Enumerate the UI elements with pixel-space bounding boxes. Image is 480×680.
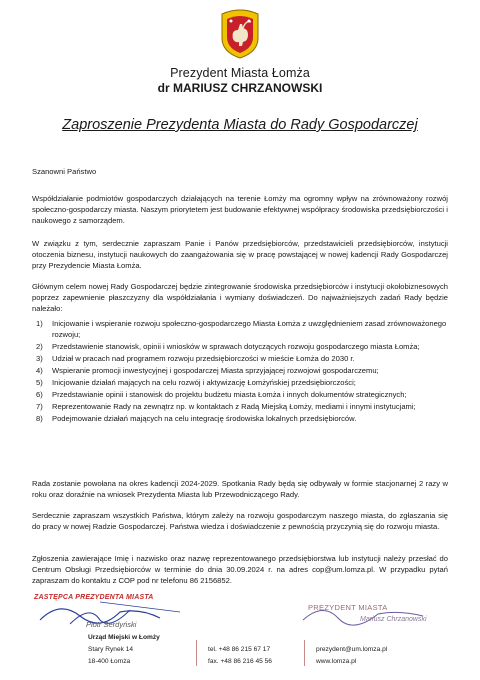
paragraph-intro: Współdziałanie podmiotów gospodarczych działających na terenie Łomży ma ogromny wpływ na zrównoważony rozwój społeczno-gospodarczy miasta. Naszym priorytetem jest budowanie efektywnej współpracy środowiska przedsiębiorczości i naukowego z samorządem. [32, 194, 448, 225]
list-item-number: 1) [36, 319, 43, 328]
list-item [32, 401, 448, 412]
list-item-text: Udział w pracach nad programem rozwoju przedsiębiorczości w mieście Łomża do 2030 r. [52, 354, 355, 363]
paragraph-invitation: W związku z tym, serdecznie zapraszam Panie i Panów przedsiębiorców, przedstawicieli przedsiębiorców, instytucji otoczenia biznesu, instytucji naukowych do zaangażowania się w pracę powstającej w nowej kadencji Rady Gospodarczej przy Prezydencie Miasta Łomża. [32, 239, 448, 270]
list-item-text: Inicjowanie działań mających na celu rozwój i aktywizację Łomżyńskiej przedsiębiorczości; [52, 378, 356, 387]
list-item-number: 4) [36, 366, 43, 375]
list-item-text: Podejmowanie działań mających na celu integrację środowiska lokalnych przedsiębiorców. [52, 414, 357, 423]
footer-website: www.lomza.pl [316, 658, 357, 665]
footer-phone: tel. +48 86 215 67 17 [208, 646, 271, 653]
list-item [32, 318, 448, 340]
lomza-crest-icon [218, 8, 262, 60]
mayor-stamp-label: PREZYDENT MIASTA [308, 603, 388, 612]
paragraph-goal: Głównym celem nowej Rady Gospodarczej będzie zintegrowanie środowiska przedsiębiorców i instytucji okołobiznesowych poprzez zapewnienie płaszczyzny dla współdziałania i wymiany doświadczeń. Do najważniejszych zadań Rady będzie należało: [32, 282, 448, 313]
list-item-text: Przedstawienie stanowisk, opinii i wniosków w sprawach dotyczących rozwoju gospodarczego miasta Łomża; [52, 342, 420, 351]
list-item [32, 377, 448, 388]
list-item [32, 365, 448, 376]
paragraph-appeal: Serdecznie zapraszam wszystkich Państwa, którym zależy na rozwoju gospodarczym naszego miasta, do zgłaszania się do pracy w nowej Radzie Gospodarczej. Państwa wiedza i doświadczenie z pewnością przyczynią się do rozwoju miasta. [32, 511, 448, 531]
footer-city: 18-400 Łomża [88, 658, 131, 665]
list-item [32, 413, 448, 424]
list-item-number: 7) [36, 402, 43, 411]
footer-fax: fax. +48 86 216 45 56 [208, 658, 272, 665]
list-item-text: Reprezentowanie Rady na zewnątrz np. w kontaktach z Radą Miejską Łomży, mediami i innymi instytucjami; [52, 402, 416, 411]
header-name: dr MARIUSZ CHRZANOWSKI [157, 81, 323, 95]
header-title: Prezydent Miasta Łomża [170, 66, 310, 80]
list-item [32, 389, 448, 400]
list-item-number: 5) [36, 378, 43, 387]
list-item-number: 3) [36, 354, 43, 363]
deputy-stamp-label: ZASTĘPCA PREZYDENTA MIASTA [34, 594, 154, 601]
list-item-number: 2) [36, 342, 43, 351]
tasks-list [32, 318, 448, 425]
list-item-text: Inicjowanie i wspieranie rozwoju społeczno-gospodarczego Miasta Łomża z uwzględnieniem zasad zrównoważonego rozwoju; [52, 319, 447, 339]
list-item [32, 341, 448, 352]
footer-divider [196, 640, 197, 666]
list-item-text: Wspieranie promocji inwestycyjnej i gospodarczej Miasta sprzyjającej rozwojowi gospodarczemu; [52, 366, 379, 375]
footer-email: prezydent@um.lomza.pl [316, 646, 388, 653]
paragraph-application: Zgłoszenia zawierające Imię i nazwisko oraz nazwę reprezentowanego przedsiębiorstwa lub instytucji należy przesłać do Centrum Obsługi Przedsiębiorców w terminie do dnia 30.09.2024 r. na adres cop@um.lomza.pl. W przypadku pytań zapraszam do kontaktu z COP pod nr telefonu 86 2156852. [32, 554, 448, 585]
invitation-title: Zaproszenie Prezydenta Miasta do Rady Gospodarczej [62, 117, 418, 133]
footer-office: Urząd Miejski w Łomży [88, 634, 160, 641]
deputy-stamp-name: Piotr Serdyński [86, 620, 137, 629]
paragraph-term: Rada zostanie powołana na okres kadencji 2024-2029. Spotkania Rady będą się odbywały w formie stacjonarnej 2 razy w roku oraz doraźnie na wniosek Prezydenta Miasta lub Przewodniczącego Rady. [32, 479, 448, 499]
list-item-number: 8) [36, 414, 43, 423]
mayor-stamp-name: Mariusz Chrzanowski [360, 616, 427, 623]
list-item-number: 6) [36, 390, 43, 399]
footer-street: Stary Rynek 14 [88, 646, 134, 653]
footer-divider [304, 640, 305, 666]
list-item-text: Przedstawianie opinii i stanowisk do projektu budżetu miasta Łomża i innych dokumentów strategicznych; [52, 390, 407, 399]
list-item [32, 353, 448, 364]
greeting: Szanowni Państwo [32, 167, 97, 176]
